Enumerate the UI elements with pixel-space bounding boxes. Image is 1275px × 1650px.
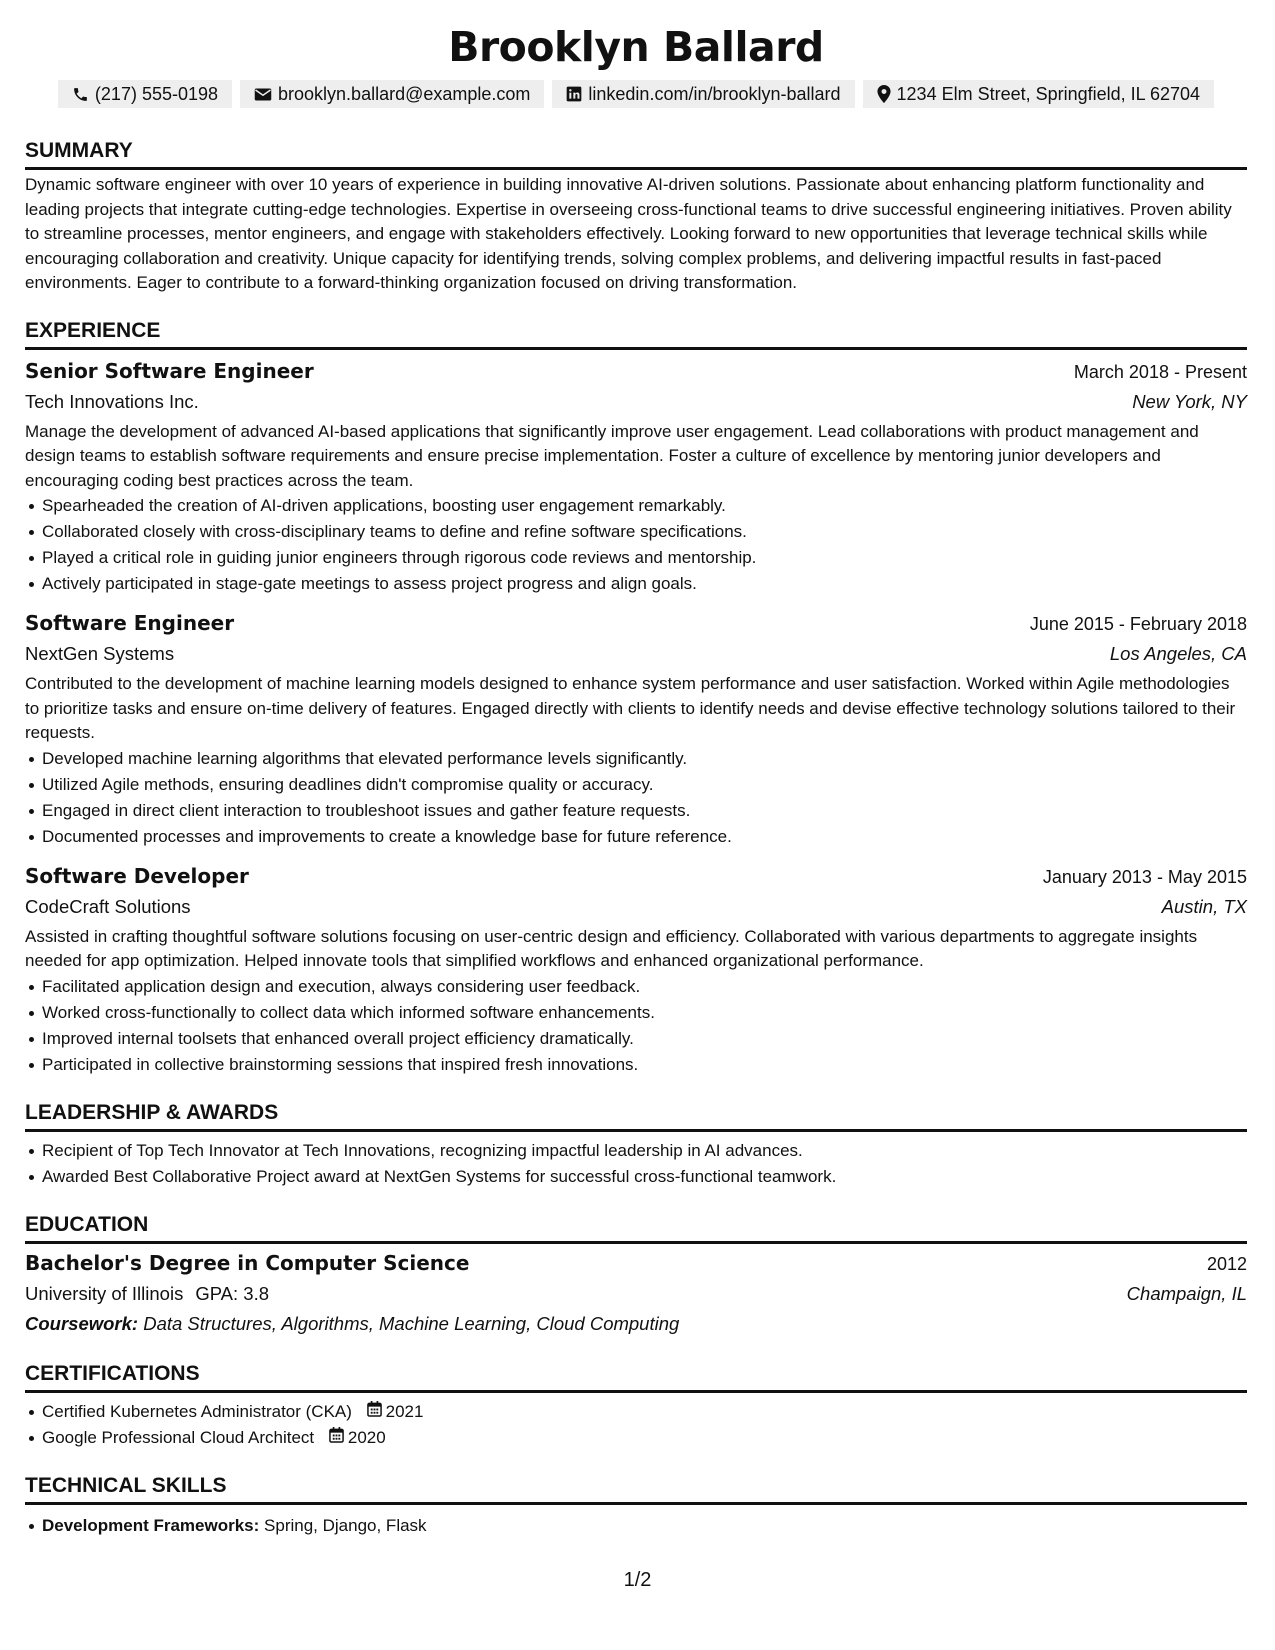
resume-page: [25, 20, 1247, 1539]
job-description: Assisted in crafting thoughtful software solutions focusing on user-centric design and efficiency. Collaborated with various departments to aggregate insights needed for app optimization. Helped innovate tools that simplified workflows and enhanced organizational performance.: [25, 926, 1198, 970]
list-item: Improved internal toolsets that enhanced overall project efficiency dramatically.: [25, 1026, 1247, 1052]
job-dates: March 2018 - Present: [1073, 361, 1247, 382]
calendar-icon: [367, 1399, 382, 1425]
list-item: Utilized Agile methods, ensuring deadlines didn't compromise quality or accuracy.: [25, 772, 1247, 798]
section-title-skills: TECHNICAL SKILLS: [25, 1473, 1247, 1505]
skill-values: Spring, Django, Flask: [264, 1515, 427, 1535]
coursework: [25, 1309, 1247, 1339]
section-title-certifications: CERTIFICATIONS: [25, 1361, 1247, 1393]
cert-year: 2021: [385, 1401, 424, 1421]
list-item: Recipient of Top Tech Innovator at Tech Innovations, recognizing impactful leadership in AI advances.: [25, 1138, 1247, 1164]
job-bullets: [25, 493, 1247, 597]
cert-name: Google Professional Cloud Architect: [42, 1427, 315, 1447]
company-name: NextGen Systems: [25, 643, 175, 664]
coursework-label: Coursework:: [25, 1312, 139, 1334]
job-dates: January 2013 - May 2015: [1042, 866, 1247, 887]
section-title-summary: SUMMARY: [25, 138, 1247, 170]
gpa: GPA: 3.8: [195, 1282, 270, 1304]
cert-year: 2020: [347, 1427, 386, 1447]
list-item: Developed machine learning algorithms that elevated performance levels significantly.: [25, 746, 1247, 772]
contact-email[interactable]: [240, 80, 544, 108]
education-section: [25, 1212, 1247, 1339]
summary-text: Dynamic software engineer with over 10 years of experience in building innovative AI-driven solutions. Passionate about enhancing platform functionality and leading projects that integrate cutting-edge technologies. Expertise in overseeing cross-functional teams to drive successful engineering initiatives. Proven ability to streamline processes, mentor engineers, and engage with stakeholders effectively. Looking forward to new opportunities that leverage technical skills while encouraging collaboration and creativity. Unique capacity for identifying trends, solving complex problems, and delivering impactful results in fast-paced environments. Eager to contribute to a forward-thinking organization focused on driving transformation.: [25, 175, 1232, 292]
job-title: Software Developer: [25, 863, 249, 888]
contact-address[interactable]: [863, 80, 1215, 108]
calendar-icon: [329, 1425, 344, 1451]
job-dates: June 2015 - February 2018: [1029, 614, 1247, 634]
summary-section: [25, 138, 1247, 296]
job-location: Austin, TX: [1161, 895, 1247, 917]
list-item: Spearheaded the creation of AI-driven applications, boosting user engagement remarkably.: [25, 493, 1247, 519]
school-name: University of Illinois: [25, 1282, 184, 1304]
company-name: Tech Innovations Inc.: [25, 390, 199, 412]
coursework-list: Data Structures, Algorithms, Machine Learning, Cloud Computing: [143, 1312, 680, 1334]
map-pin-icon: [877, 85, 891, 103]
list-item: Worked cross-functionally to collect data which informed software enhancements.: [25, 1000, 1247, 1026]
phone-icon: [72, 86, 89, 103]
contact-phone-text: (217) 555-0198: [94, 83, 219, 104]
leadership-list: [25, 1138, 1247, 1190]
contact-linkedin-text: linkedin.com/in/brooklyn-ballard: [588, 83, 841, 104]
experience-entry: [25, 356, 1247, 598]
company-name: CodeCraft Solutions: [25, 895, 191, 917]
job-bullets: [25, 746, 1247, 850]
list-item: Awarded Best Collaborative Project award at NextGen Systems for successful cross-functional teamwork.: [25, 1164, 1247, 1190]
job-bullets: [25, 974, 1247, 1078]
section-title-experience: EXPERIENCE: [25, 318, 1247, 350]
section-title-education: EDUCATION: [25, 1212, 1247, 1244]
skill-category: Development Frameworks:: [42, 1515, 260, 1535]
job-title: Senior Software Engineer: [25, 358, 314, 383]
linkedin-icon: [566, 86, 582, 102]
experience-entry: [25, 861, 1247, 1078]
contact-bar: [25, 80, 1247, 108]
certifications-list: [25, 1399, 1247, 1451]
degree-title: Bachelor's Degree in Computer Science: [25, 1250, 470, 1275]
list-item: Actively participated in stage-gate meetings to assess project progress and align goals.: [25, 571, 1247, 597]
list-item: Facilitated application design and execution, always considering user feedback.: [25, 974, 1247, 1000]
experience-section: [25, 318, 1247, 1078]
contact-address-text: 1234 Elm Street, Springfield, IL 62704: [896, 83, 1201, 104]
list-item: Played a critical role in guiding junior engineers through rigorous code reviews and mentorship.: [25, 545, 1247, 571]
experience-entry: [25, 608, 1247, 850]
certifications-section: [25, 1361, 1247, 1451]
list-item: [25, 1425, 1247, 1451]
job-title: Software Engineer: [25, 611, 235, 635]
list-item: [25, 1399, 1247, 1425]
list-item: [25, 1513, 1247, 1539]
job-description: Contributed to the development of machine learning models designed to enhance system performance and user satisfaction. Worked within Agile methodologies to prioritize tasks and ensure on-time delivery of features. Engaged directly with clients to identify needs and devise effective technology solutions tailored to their requests.: [25, 674, 1236, 742]
school-location: Champaign, IL: [1126, 1282, 1247, 1304]
list-item: Engaged in direct client interaction to troubleshoot issues and gather feature requests.: [25, 798, 1247, 824]
contact-linkedin[interactable]: [552, 80, 854, 108]
section-title-leadership: LEADERSHIP & AWARDS: [25, 1100, 1247, 1132]
contact-phone[interactable]: [58, 80, 232, 108]
envelope-icon: [254, 87, 272, 102]
graduation-year: 2012: [1206, 1253, 1247, 1274]
cert-name: Certified Kubernetes Administrator (CKA): [42, 1401, 352, 1421]
leadership-section: [25, 1100, 1247, 1190]
job-location: Los Angeles, CA: [1109, 643, 1247, 664]
list-item: Collaborated closely with cross-disciplinary teams to define and refine software specifications.: [25, 519, 1247, 545]
job-description: Manage the development of advanced AI-based applications that significantly improve user engagement. Lead collaborations with product management and design teams to establish software requirements and ensure precise implementation. Foster a culture of excellence by mentoring junior developers and encouraging coding best practices across the team.: [25, 421, 1199, 490]
list-item: Participated in collective brainstorming sessions that inspired fresh innovations.: [25, 1052, 1247, 1078]
candidate-name: Brooklyn Ballard: [448, 23, 824, 71]
job-location: New York, NY: [1132, 390, 1247, 412]
page-number: 1/2: [623, 1569, 652, 1591]
list-item: Documented processes and improvements to create a knowledge base for future reference.: [25, 824, 1247, 850]
contact-email-text: brooklyn.ballard@example.com: [278, 83, 531, 104]
skills-list: [25, 1513, 1247, 1539]
skills-section: [25, 1473, 1247, 1539]
